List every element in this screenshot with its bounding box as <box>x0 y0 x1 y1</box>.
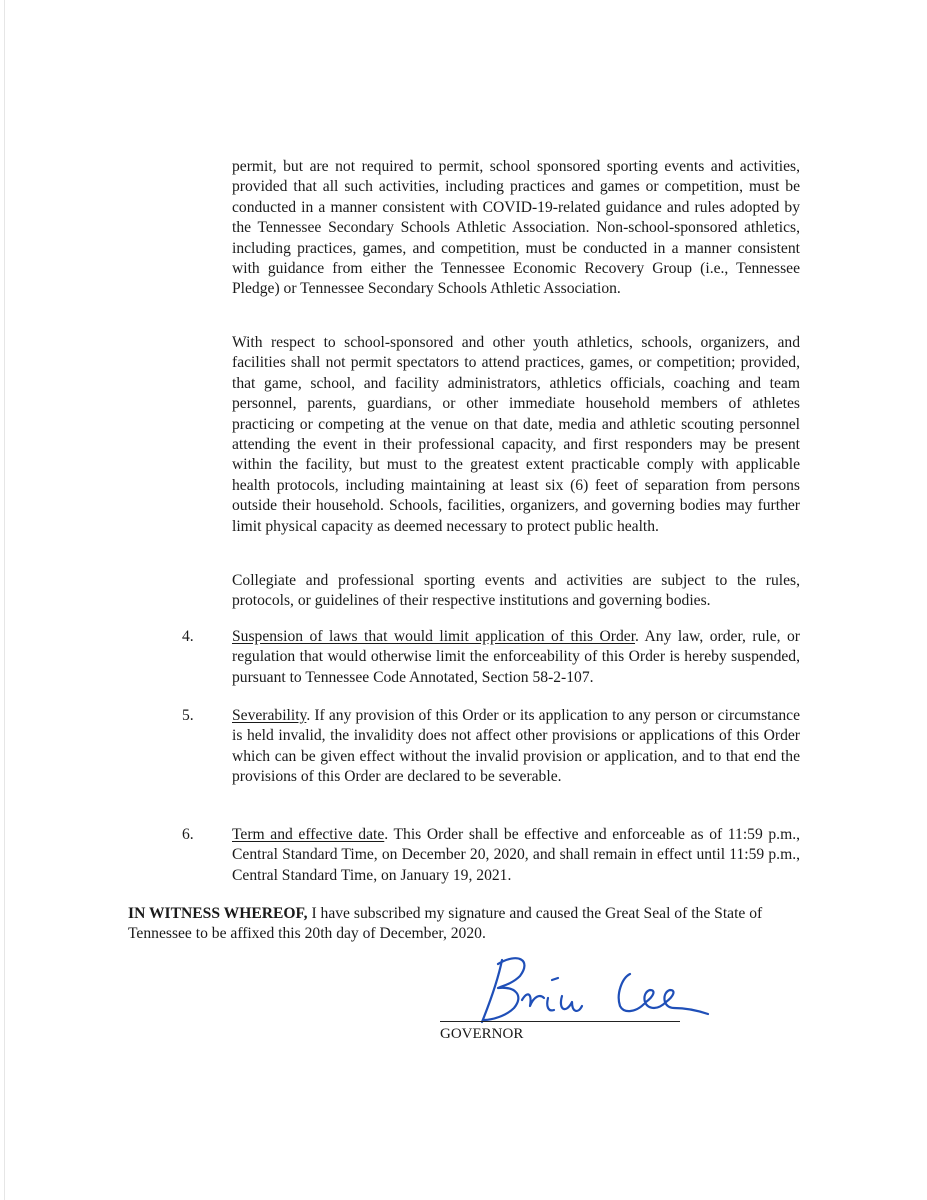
item-body <box>232 825 800 886</box>
item-body <box>232 706 800 788</box>
item-number: 4. <box>182 628 194 645</box>
item-number: 5. <box>182 707 194 724</box>
witness-text: I have subscribed my signature and caused the Great Seal of the State of Tennessee to be affixed this 20th day of December, 2020. <box>128 905 763 943</box>
paragraph-athletics-permit: permit, but are not required to permit, school sponsored sporting events and activities, provided that all such activities, including practices and games or competition, must be conducted in a manner consistent with COVID-19-related guidance and rules adopted by the Tennessee Secondary Schools Athletic Association. Non-school-sponsored athletics, including practices, games, and competition, must be conducted in a manner consistent with guidance from either the Tennessee Economic Recovery Group (i.e., Tennessee Pledge) or Tennessee Secondary Schools Athletic Association. <box>232 158 800 298</box>
item-text: . This Order shall be effective and enforceable as of 11:59 p.m., Central Standard Time, on December 20, 2020, and shall remain in effect until 11:59 p.m., Central Standard Time, on January 19, 2021. <box>232 826 800 884</box>
governor-signature <box>440 950 720 1030</box>
governor-title: GOVERNOR <box>440 1026 524 1042</box>
item-number: 6. <box>182 826 194 843</box>
item-title: Term and effective date <box>232 826 385 843</box>
paragraph-spectators: With respect to school-sponsored and other youth athletics, schools, organizers, and facilities shall not permit spectators to attend practices, games, or competition; provided, that game, school, and facility administrators, athletics officials, coaching and team personnel, parents, guardians, or other immediate household members of athletes practicing or competing at the venue on that date, media and athletic scouting personnel attending the event in their professional capacity, and first responders may be present within the facility, but must to the greatest extent practicable comply with applicable health protocols, including maintaining at least six (6) feet of separation from persons outside their household. Schools, facilities, organizers, and governing bodies may further limit physical capacity as deemed necessary to protect public health. <box>232 334 800 535</box>
item-text: . If any provision of this Order or its application to any person or circumstance is held invalid, the invalidity does not affect other provisions or applications of this Order which can be given effect without the invalid provision or application, and to that end the provisions of this Order are declared to be severable. <box>232 707 800 786</box>
item-title: Suspension of laws that would limit application of this Order <box>232 628 636 645</box>
scan-edge <box>4 0 5 1200</box>
item-text: . Any law, order, rule, or regulation that would otherwise limit the enforceability of this Order is hereby suspended, pursuant to Tennessee Code Annotated, Section 58-2-107. <box>232 628 801 686</box>
item-body <box>232 627 800 688</box>
item-title: Severability <box>232 707 307 724</box>
witness-clause <box>128 904 800 945</box>
witness-lead: IN WITNESS WHEREOF, <box>128 905 308 922</box>
signature-line <box>440 1021 680 1022</box>
paragraph-collegiate: Collegiate and professional sporting events and activities are subject to the rules, protocols, or guidelines of their respective institutions and governing bodies. <box>232 572 800 610</box>
